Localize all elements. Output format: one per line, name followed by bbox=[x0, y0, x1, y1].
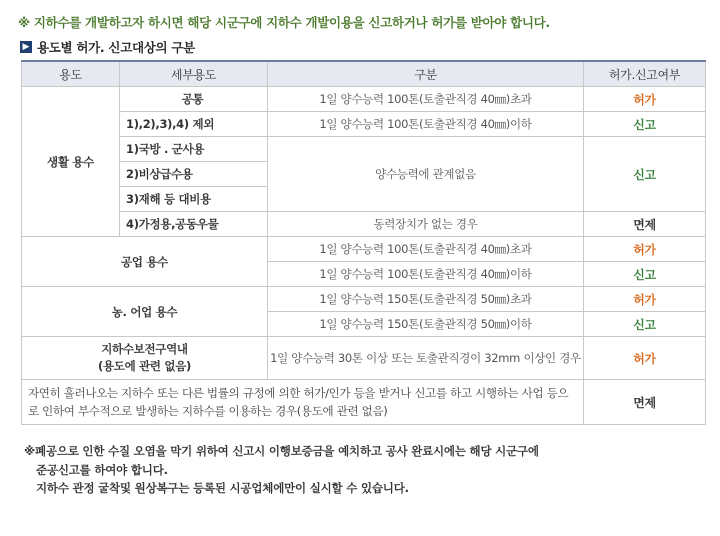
table-row bbox=[22, 112, 706, 137]
header-usage: 용도 bbox=[22, 61, 120, 87]
footer-line3: 지하수 관정 굴착및 원상복구는 등록된 시공업체에만이 실시할 수 있습니다. bbox=[36, 481, 409, 495]
sub-usage-common: 공통 bbox=[120, 87, 268, 112]
category-cell: 1일 양수능력 100톤(토출관직경 40㎜)이하 bbox=[268, 112, 584, 137]
category-cell: 1일 양수능력 100톤(토출관직경 40㎜)초과 bbox=[268, 237, 584, 262]
usage-living: 생활 용수 bbox=[22, 87, 120, 237]
category-cell: 양수능력에 관계없음 bbox=[268, 137, 584, 212]
header-permit-status: 허가.신고여부 bbox=[584, 61, 706, 87]
table-header-row bbox=[22, 61, 706, 87]
status-exempt: 면제 bbox=[584, 212, 706, 237]
section-heading bbox=[20, 38, 195, 56]
status-report: 신고 bbox=[584, 112, 706, 137]
usage-industrial: 공업 용수 bbox=[22, 237, 268, 287]
table-row bbox=[22, 212, 706, 237]
usage-conservation-zone bbox=[22, 337, 268, 380]
category-cell: 1일 양수능력 150톤(토출관직경 50㎜)초과 bbox=[268, 287, 584, 312]
footer-line1: ※폐공으로 인한 수질 오염을 막기 위하여 신고시 이행보증금을 예치하고 공사 완료시에는 해당 시군구에 bbox=[24, 444, 539, 458]
table-row bbox=[22, 287, 706, 312]
status-permit: 허가 bbox=[584, 237, 706, 262]
conservation-zone-line1: 지하수보전구역내 bbox=[101, 342, 188, 356]
permit-classification-table bbox=[21, 60, 706, 425]
category-cell: 동력장치가 없는 경우 bbox=[268, 212, 584, 237]
usage-agriculture: 농. 어업 용수 bbox=[22, 287, 268, 337]
status-report: 신고 bbox=[584, 137, 706, 212]
table-row bbox=[22, 380, 706, 425]
category-cell: 1일 양수능력 100톤(토출관직경 40㎜)이하 bbox=[268, 262, 584, 287]
status-report: 신고 bbox=[584, 262, 706, 287]
table-row bbox=[22, 87, 706, 112]
sub-usage-household: 4)가정용,공동우물 bbox=[120, 212, 268, 237]
sub-usage-disaster: 3)재해 등 대비용 bbox=[120, 187, 268, 212]
status-report: 신고 bbox=[584, 312, 706, 337]
header-sub-usage: 세부용도 bbox=[120, 61, 268, 87]
category-cell: 1일 양수능력 30톤 이상 또는 토출관직경이 32mm 이상인 경우 bbox=[268, 337, 584, 380]
category-cell: 1일 양수능력 150톤(토출관직경 50㎜)이하 bbox=[268, 312, 584, 337]
status-permit: 허가 bbox=[584, 87, 706, 112]
header-category: 구분 bbox=[268, 61, 584, 87]
category-cell: 1일 양수능력 100톤(토출관직경 40㎜)초과 bbox=[268, 87, 584, 112]
sub-usage-emergency: 2)비상급수용 bbox=[120, 162, 268, 187]
sub-usage-excluded: 1),2),3),4) 제외 bbox=[120, 112, 268, 137]
notice-text: ※ 지하수를 개발하고자 하시면 해당 시군구에 지하수 개발이용을 신고하거나 허가를 받아야 합니다. bbox=[18, 15, 550, 30]
table-row bbox=[22, 337, 706, 380]
natural-flow-cell: 자연히 흘러나오는 지하수 또는 다른 법률의 규정에 의한 허가/인가 등을 받거나 신고를 하고 시행하는 사업 등으로 인하여 부수적으로 발생하는 지하수를 이용하는 경우(용도에 관련 없음) bbox=[22, 380, 584, 425]
status-permit: 허가 bbox=[584, 337, 706, 380]
conservation-zone-line2: (용도에 관련 없음) bbox=[98, 359, 191, 373]
sub-usage-military: 1)국방 . 군사용 bbox=[120, 137, 268, 162]
section-title: 용도별 허가. 신고대상의 구분 bbox=[37, 40, 195, 55]
table-row bbox=[22, 137, 706, 162]
arrow-right-icon: ▶ bbox=[20, 41, 32, 53]
status-permit: 허가 bbox=[584, 287, 706, 312]
footer-line2: 준공신고를 하여야 합니다. bbox=[36, 462, 168, 477]
table-row bbox=[22, 237, 706, 262]
footer-note bbox=[24, 442, 539, 498]
status-exempt: 면제 bbox=[584, 380, 706, 425]
